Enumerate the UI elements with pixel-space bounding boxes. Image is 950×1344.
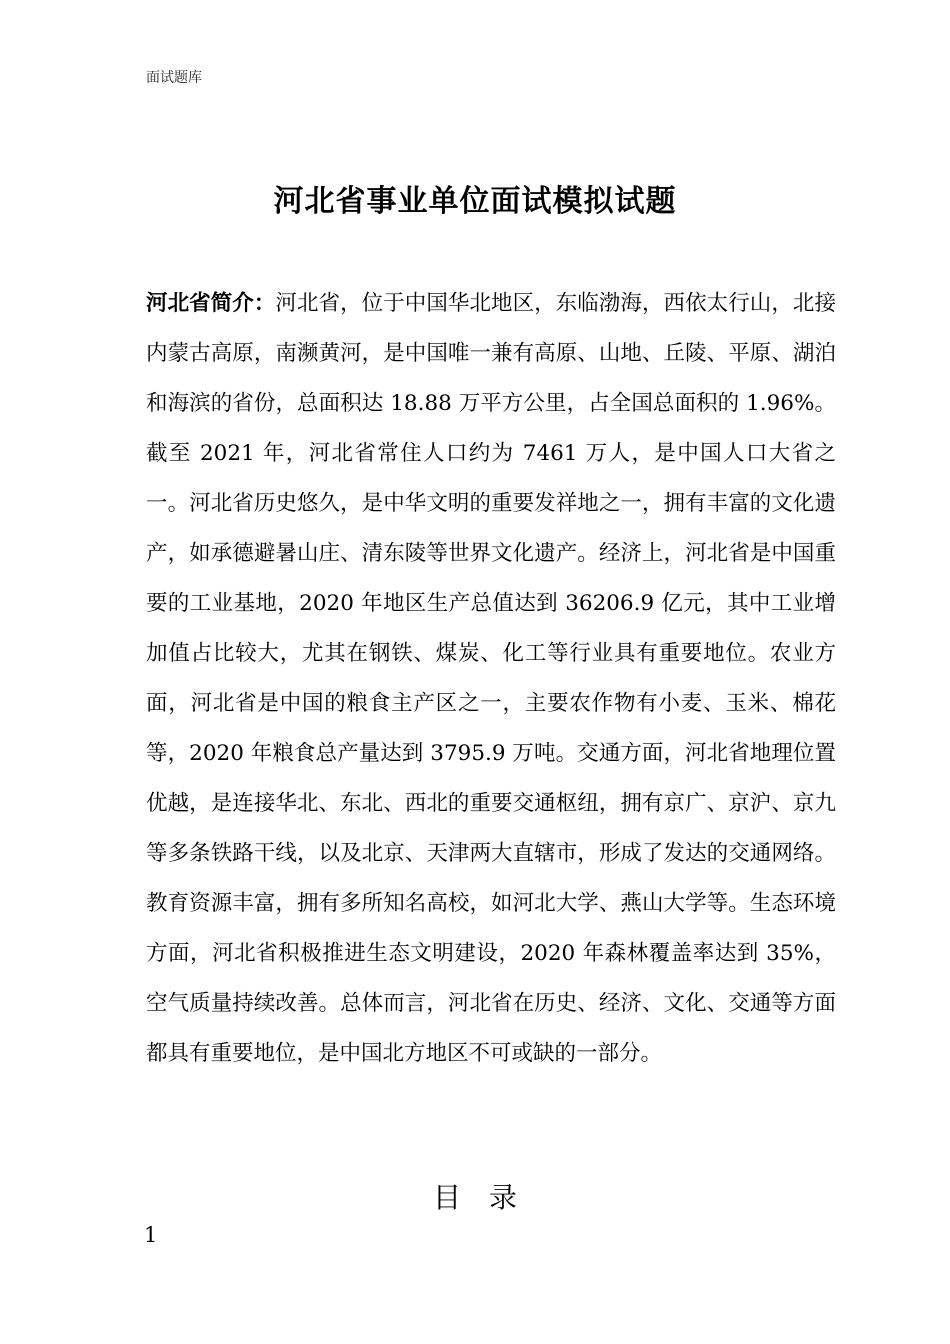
header-label: 面试题库: [146, 70, 202, 86]
intro-body: 河北省，位于中国华北地区，东临渤海，西依太行山，北接内蒙古高原，南濒黄河，是中国唯一兼有高原、山地、丘陵、平原、湖泊和海滨的省份，总面积达 18.88 万平方公里，占全国总面积的 1.96%。截至 2021 年，河北省常住人口约为 7461 万人，是中国人口大省之一。河北省历史悠久，是中华文明的重要发祥地之一，拥有丰富的文化遗产，如承德避暑山庄、清东陵等世界文化遗产。经济上，河北省是中国重要的工业基地，2020 年地区生产总值达到 36206.9 亿元，其中工业增加值占比较大，尤其在钢铁、煤炭、化工等行业具有重要地位。农业方面，河北省是中国的粮食主产区之一，主要农作物有小麦、玉米、棉花等，2020 年粮食总产量达到 3795.9 万吨。交通方面，河北省地理位置优越，是连接华北、东北、西北的重要交通枢纽，拥有京广、京沪、京九等多条铁路干线，以及北京、天津两大直辖市，形成了发达的交通网络。教育资源丰富，拥有多所知名高校，如河北大学、燕山大学等。生态环境方面，河北省积极推进生态文明建设，2020 年森林覆盖率达到 35%，空气质量持续改善。总体而言，河北省在历史、经济、文化、交通等方面都具有重要地位，是中国北方地区不可或缺的一部分。: [146, 291, 836, 1066]
page-number: 1: [144, 1223, 158, 1247]
intro-lead: 河北省简介：: [146, 291, 276, 316]
document-title: 河北省事业单位面试模拟试题: [273, 184, 677, 219]
intro-paragraph: [146, 279, 836, 1079]
toc-heading: 目录: [432, 1181, 545, 1214]
